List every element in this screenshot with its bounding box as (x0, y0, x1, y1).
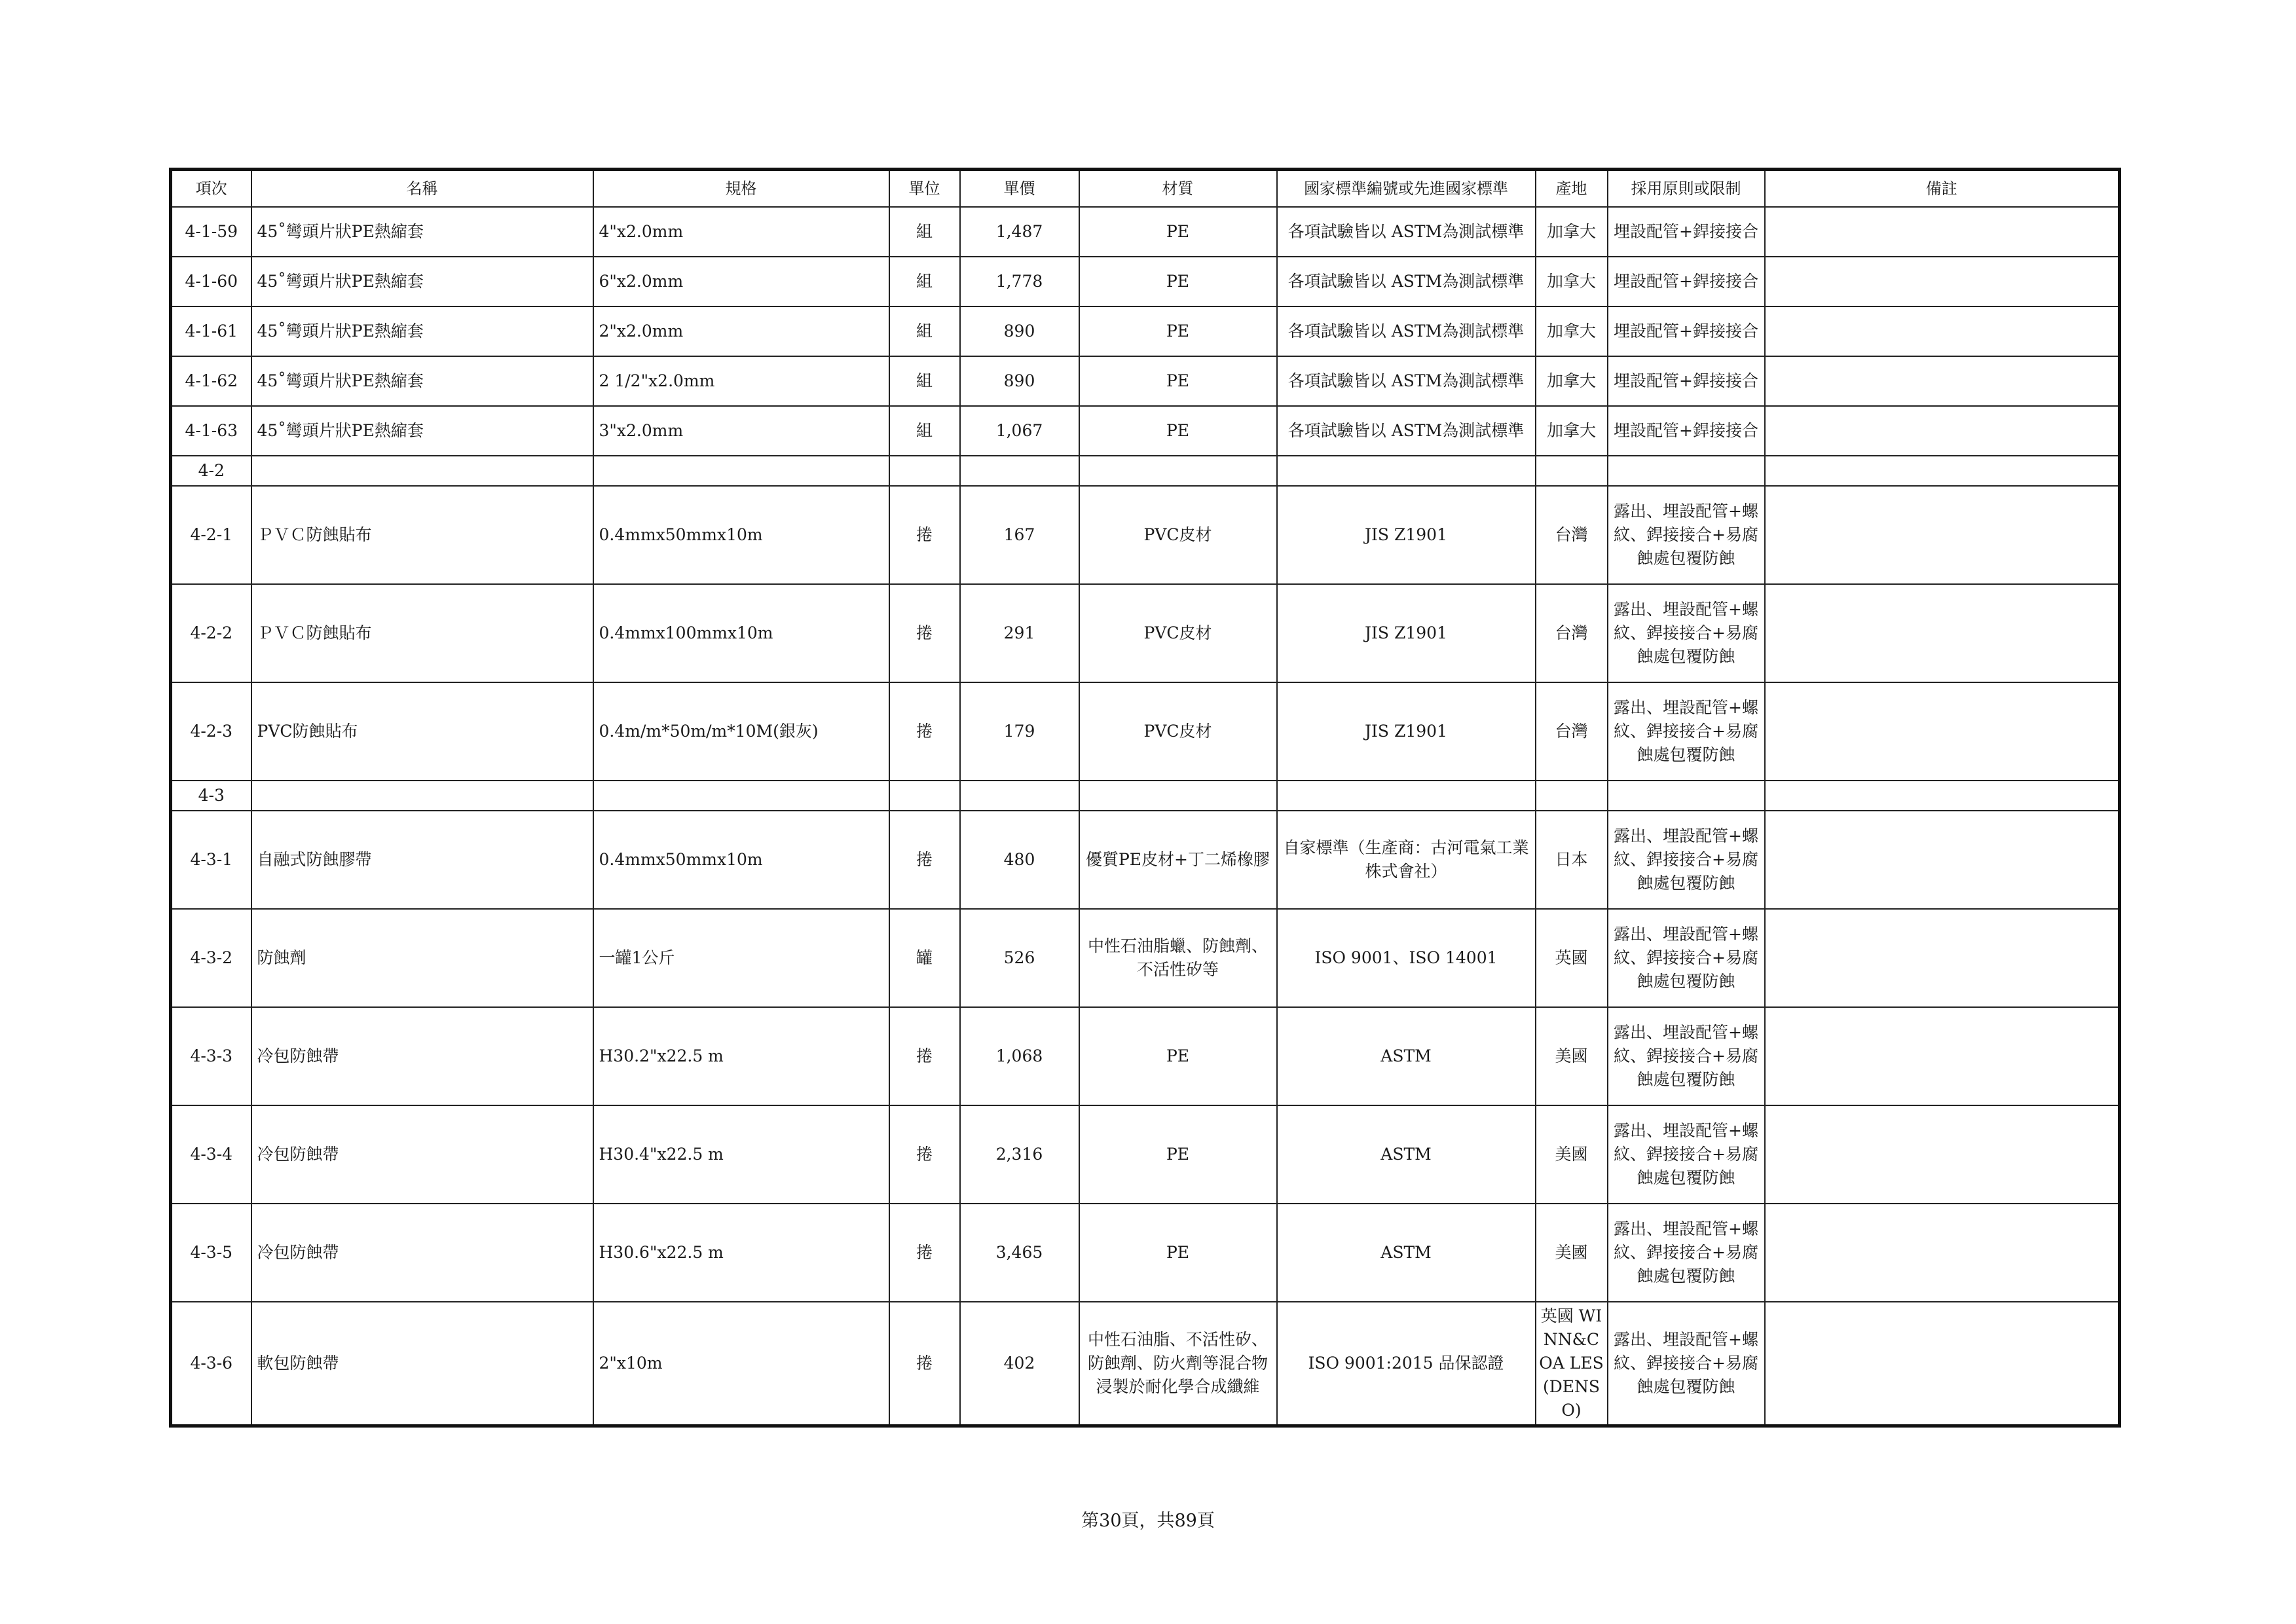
cell-no: 4-2-3 (171, 682, 251, 781)
header-material: 材質 (1079, 170, 1277, 208)
cell-spec: 4"x2.0mm (593, 207, 889, 257)
cell-no: 4-1-61 (171, 306, 251, 356)
table-row (171, 1007, 2120, 1105)
cell-principle: 露出、埋設配管+螺紋、銲接接合+易腐蝕處包覆防蝕 (1608, 1007, 1765, 1105)
header-name: 名稱 (251, 170, 593, 208)
cell-name: 防蝕劑 (251, 909, 593, 1007)
cell-price: 179 (960, 682, 1079, 781)
cell-origin: 美國 (1536, 1007, 1608, 1105)
cell-standard: ASTM (1277, 1007, 1536, 1105)
cell-standard: ISO 9001:2015 品保認證 (1277, 1302, 1536, 1426)
table-row (171, 306, 2120, 356)
cell-principle: 露出、埋設配管+螺紋、銲接接合+易腐蝕處包覆防蝕 (1608, 909, 1765, 1007)
cell-name: 冷包防蝕帶 (251, 1007, 593, 1105)
cell-remark (1765, 306, 2120, 356)
cell-origin: 台灣 (1536, 486, 1608, 584)
price-table (169, 168, 2121, 1428)
cell-no: 4-3-4 (171, 1105, 251, 1204)
cell-no: 4-1-62 (171, 356, 251, 406)
cell-no: 4-1-63 (171, 406, 251, 456)
cell-no: 4-2-2 (171, 584, 251, 682)
table-row (171, 909, 2120, 1007)
cell-material: 中性石油脂、不活性矽、防蝕劑、防火劑等混合物浸製於耐化學合成纖維 (1079, 1302, 1277, 1426)
cell-standard: 各項試驗皆以 ASTM為測試標準 (1277, 306, 1536, 356)
cell-no: 4-3 (171, 781, 251, 811)
cell-standard (1277, 781, 1536, 811)
table-row (171, 1302, 2120, 1426)
cell-origin: 加拿大 (1536, 356, 1608, 406)
cell-spec: H30.4"x22.5 m (593, 1105, 889, 1204)
header-price: 單價 (960, 170, 1079, 208)
cell-origin: 日本 (1536, 811, 1608, 909)
cell-principle: 露出、埋設配管+螺紋、銲接接合+易腐蝕處包覆防蝕 (1608, 1204, 1765, 1302)
cell-principle: 埋設配管+銲接接合 (1608, 356, 1765, 406)
cell-spec: 2"x10m (593, 1302, 889, 1426)
cell-spec (593, 456, 889, 486)
cell-unit: 捲 (889, 486, 960, 584)
cell-unit: 捲 (889, 1302, 960, 1426)
cell-no: 4-2-1 (171, 486, 251, 584)
cell-material (1079, 781, 1277, 811)
cell-principle: 埋設配管+銲接接合 (1608, 207, 1765, 257)
cell-unit (889, 456, 960, 486)
header-row (171, 170, 2120, 208)
cell-remark (1765, 257, 2120, 306)
cell-price: 1,487 (960, 207, 1079, 257)
table-row (171, 1105, 2120, 1204)
cell-unit (889, 781, 960, 811)
cell-origin: 英國 WINN&COA LES (DENSO) (1536, 1302, 1608, 1426)
cell-origin: 台灣 (1536, 584, 1608, 682)
cell-name: 45˚彎頭片狀PE熱縮套 (251, 356, 593, 406)
cell-remark (1765, 1302, 2120, 1426)
cell-principle (1608, 781, 1765, 811)
table-row (171, 257, 2120, 306)
cell-name: 自融式防蝕膠帶 (251, 811, 593, 909)
header-spec: 規格 (593, 170, 889, 208)
cell-principle: 露出、埋設配管+螺紋、銲接接合+易腐蝕處包覆防蝕 (1608, 1302, 1765, 1426)
cell-remark (1765, 207, 2120, 257)
cell-material: 優質PE皮材+丁二烯橡膠 (1079, 811, 1277, 909)
cell-principle: 露出、埋設配管+螺紋、銲接接合+易腐蝕處包覆防蝕 (1608, 584, 1765, 682)
cell-principle: 埋設配管+銲接接合 (1608, 306, 1765, 356)
table-row (171, 682, 2120, 781)
cell-remark (1765, 909, 2120, 1007)
cell-remark (1765, 1105, 2120, 1204)
cell-name: 冷包防蝕帶 (251, 1105, 593, 1204)
cell-material: PVC皮材 (1079, 682, 1277, 781)
cell-origin: 美國 (1536, 1204, 1608, 1302)
cell-material: PE (1079, 406, 1277, 456)
header-standard: 國家標準編號或先進國家標準 (1277, 170, 1536, 208)
cell-price (960, 456, 1079, 486)
cell-material: PVC皮材 (1079, 584, 1277, 682)
cell-unit: 捲 (889, 1007, 960, 1105)
table-row (171, 486, 2120, 584)
cell-material: PE (1079, 257, 1277, 306)
section-row (171, 781, 2120, 811)
table-row (171, 207, 2120, 257)
cell-price: 1,778 (960, 257, 1079, 306)
cell-origin: 美國 (1536, 1105, 1608, 1204)
section-row (171, 456, 2120, 486)
cell-standard: 各項試驗皆以 ASTM為測試標準 (1277, 257, 1536, 306)
cell-name: 45˚彎頭片狀PE熱縮套 (251, 257, 593, 306)
cell-remark (1765, 682, 2120, 781)
cell-standard: 各項試驗皆以 ASTM為測試標準 (1277, 356, 1536, 406)
cell-no: 4-1-59 (171, 207, 251, 257)
table-row (171, 811, 2120, 909)
cell-remark (1765, 1204, 2120, 1302)
cell-unit: 捲 (889, 1204, 960, 1302)
cell-name: 45˚彎頭片狀PE熱縮套 (251, 207, 593, 257)
cell-principle: 埋設配管+銲接接合 (1608, 257, 1765, 306)
cell-unit: 罐 (889, 909, 960, 1007)
cell-name: ＰＶＣ防蝕貼布 (251, 486, 593, 584)
cell-origin: 加拿大 (1536, 257, 1608, 306)
cell-name (251, 456, 593, 486)
cell-price: 1,067 (960, 406, 1079, 456)
cell-unit: 捲 (889, 1105, 960, 1204)
cell-material: PE (1079, 1204, 1277, 1302)
cell-origin: 台灣 (1536, 682, 1608, 781)
cell-origin: 加拿大 (1536, 306, 1608, 356)
cell-material: PE (1079, 1007, 1277, 1105)
cell-price (960, 781, 1079, 811)
cell-name: ＰＶＣ防蝕貼布 (251, 584, 593, 682)
cell-remark (1765, 1007, 2120, 1105)
cell-unit: 組 (889, 406, 960, 456)
cell-name: 冷包防蝕帶 (251, 1204, 593, 1302)
cell-unit: 捲 (889, 682, 960, 781)
cell-no: 4-2 (171, 456, 251, 486)
cell-spec: 0.4mmx50mmx10m (593, 811, 889, 909)
cell-remark (1765, 406, 2120, 456)
cell-price: 526 (960, 909, 1079, 1007)
cell-price: 167 (960, 486, 1079, 584)
cell-standard: 各項試驗皆以 ASTM為測試標準 (1277, 207, 1536, 257)
cell-spec: 0.4mmx50mmx10m (593, 486, 889, 584)
cell-spec: 3"x2.0mm (593, 406, 889, 456)
cell-name: PVC防蝕貼布 (251, 682, 593, 781)
cell-name: 45˚彎頭片狀PE熱縮套 (251, 306, 593, 356)
cell-spec: 2 1/2"x2.0mm (593, 356, 889, 406)
cell-price: 480 (960, 811, 1079, 909)
cell-name: 45˚彎頭片狀PE熱縮套 (251, 406, 593, 456)
cell-unit: 捲 (889, 811, 960, 909)
cell-material: PE (1079, 1105, 1277, 1204)
table-row (171, 584, 2120, 682)
cell-name: 軟包防蝕帶 (251, 1302, 593, 1426)
cell-price: 890 (960, 356, 1079, 406)
table-row (171, 406, 2120, 456)
cell-spec: H30.6"x22.5 m (593, 1204, 889, 1302)
cell-standard: ASTM (1277, 1105, 1536, 1204)
cell-principle: 露出、埋設配管+螺紋、銲接接合+易腐蝕處包覆防蝕 (1608, 682, 1765, 781)
header-principle: 採用原則或限制 (1608, 170, 1765, 208)
cell-unit: 組 (889, 306, 960, 356)
header-origin: 產地 (1536, 170, 1608, 208)
cell-name (251, 781, 593, 811)
cell-spec (593, 781, 889, 811)
cell-no: 4-3-3 (171, 1007, 251, 1105)
cell-standard (1277, 456, 1536, 486)
cell-origin: 英國 (1536, 909, 1608, 1007)
cell-spec: 0.4mmx100mmx10m (593, 584, 889, 682)
cell-spec: 2"x2.0mm (593, 306, 889, 356)
cell-origin (1536, 456, 1608, 486)
header-no: 項次 (171, 170, 251, 208)
cell-price: 2,316 (960, 1105, 1079, 1204)
cell-spec: 一罐1公斤 (593, 909, 889, 1007)
cell-standard: JIS Z1901 (1277, 682, 1536, 781)
cell-origin: 加拿大 (1536, 207, 1608, 257)
cell-price: 402 (960, 1302, 1079, 1426)
cell-principle: 露出、埋設配管+螺紋、銲接接合+易腐蝕處包覆防蝕 (1608, 486, 1765, 584)
cell-unit: 組 (889, 257, 960, 306)
cell-spec: 0.4m/m*50m/m*10M(銀灰) (593, 682, 889, 781)
cell-material: PE (1079, 356, 1277, 406)
cell-price: 890 (960, 306, 1079, 356)
cell-no: 4-3-1 (171, 811, 251, 909)
cell-no: 4-3-5 (171, 1204, 251, 1302)
cell-remark (1765, 781, 2120, 811)
cell-unit: 組 (889, 356, 960, 406)
cell-origin: 加拿大 (1536, 406, 1608, 456)
page-number: 第30頁，共89頁 (1081, 1511, 1215, 1531)
header-remark: 備註 (1765, 170, 2120, 208)
cell-spec: H30.2"x22.5 m (593, 1007, 889, 1105)
table-row (171, 356, 2120, 406)
cell-remark (1765, 584, 2120, 682)
cell-origin (1536, 781, 1608, 811)
cell-material (1079, 456, 1277, 486)
cell-principle: 露出、埋設配管+螺紋、銲接接合+易腐蝕處包覆防蝕 (1608, 1105, 1765, 1204)
cell-principle (1608, 456, 1765, 486)
cell-principle: 露出、埋設配管+螺紋、銲接接合+易腐蝕處包覆防蝕 (1608, 811, 1765, 909)
cell-remark (1765, 811, 2120, 909)
cell-standard: JIS Z1901 (1277, 486, 1536, 584)
table-row (171, 1204, 2120, 1302)
cell-price: 291 (960, 584, 1079, 682)
cell-material: 中性石油脂蠟、防蝕劑、不活性矽等 (1079, 909, 1277, 1007)
cell-no: 4-3-2 (171, 909, 251, 1007)
cell-principle: 埋設配管+銲接接合 (1608, 406, 1765, 456)
cell-price: 3,465 (960, 1204, 1079, 1302)
cell-unit: 捲 (889, 584, 960, 682)
cell-remark (1765, 356, 2120, 406)
cell-standard: ASTM (1277, 1204, 1536, 1302)
cell-remark (1765, 486, 2120, 584)
cell-price: 1,068 (960, 1007, 1079, 1105)
cell-standard: JIS Z1901 (1277, 584, 1536, 682)
cell-remark (1765, 456, 2120, 486)
cell-no: 4-1-60 (171, 257, 251, 306)
cell-no: 4-3-6 (171, 1302, 251, 1426)
cell-standard: 各項試驗皆以 ASTM為測試標準 (1277, 406, 1536, 456)
cell-material: PE (1079, 207, 1277, 257)
cell-standard: ISO 9001、ISO 14001 (1277, 909, 1536, 1007)
cell-spec: 6"x2.0mm (593, 257, 889, 306)
cell-unit: 組 (889, 207, 960, 257)
header-unit: 單位 (889, 170, 960, 208)
cell-material: PVC皮材 (1079, 486, 1277, 584)
cell-material: PE (1079, 306, 1277, 356)
cell-standard: 自家標準（生產商：古河電氣工業株式會社） (1277, 811, 1536, 909)
